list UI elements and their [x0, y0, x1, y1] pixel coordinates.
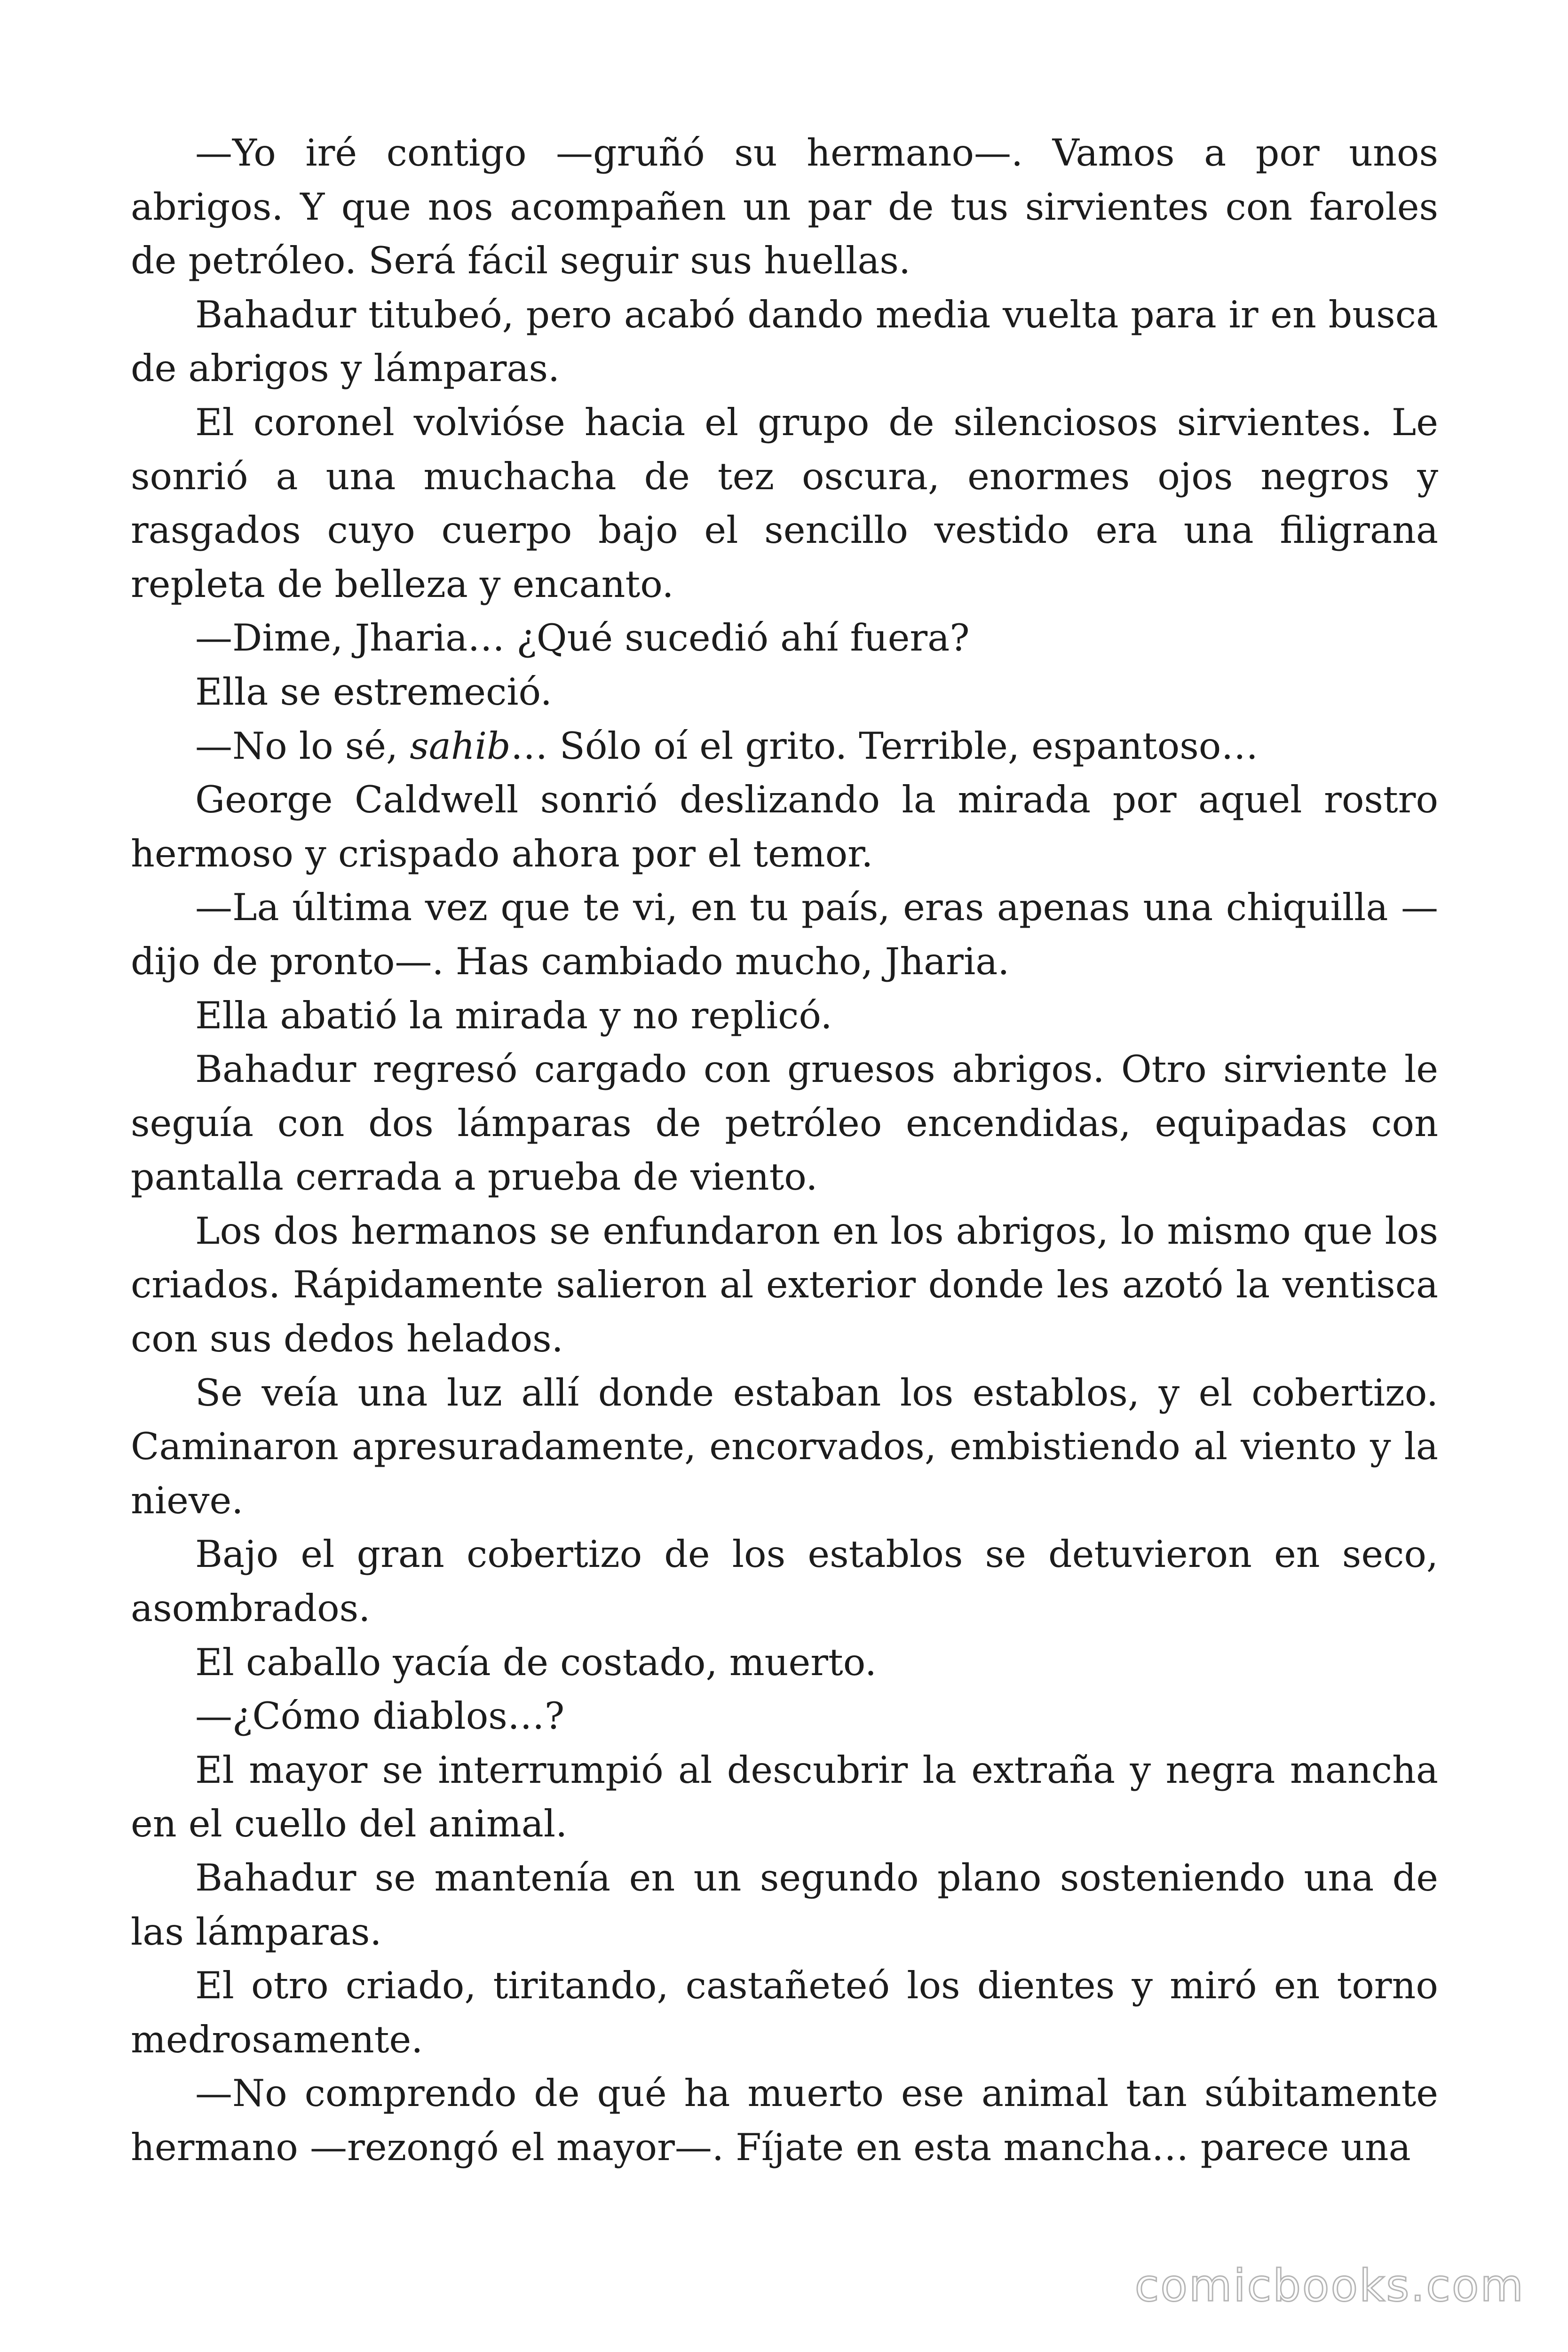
paragraph: —¿Cómo diablos…?	[195, 1694, 565, 1738]
paragraph	[131, 719, 1438, 773]
paragraph: —No comprendo de qué ha muerto ese animal tan súbitamente hermano —rezongó el mayor—. Fíjate en esta mancha… parece una	[131, 2072, 1438, 2169]
paragraph: El caballo yacía de costado, muerto.	[195, 1640, 877, 1684]
paragraph: Los dos hermanos se enfundaron en los abrigos, lo mismo que los criados. Rápidamente salieron al exterior donde les azotó la ventisca con sus dedos helados.	[131, 1209, 1438, 1361]
paragraph: Bahadur se mantenía en un segundo plano sosteniendo una de las lámparas.	[131, 1856, 1438, 1954]
paragraph: Bajo el gran cobertizo de los establos se detuvieron en seco, asombrados.	[131, 1533, 1438, 1630]
body-text	[131, 126, 1438, 2175]
paragraph: Ella se estremeció.	[195, 670, 552, 714]
watermark: comicbooks.com	[1134, 2260, 1525, 2312]
paragraph: Ella abatió la mirada y no replicó.	[195, 993, 832, 1037]
paragraph: —Yo iré contigo —gruñó su hermano—. Vamos a por unos abrigos. Y que nos acompañen un par de tus sirvientes con faroles de petróleo. Será fácil seguir sus huellas.	[131, 131, 1438, 283]
paragraph: Bahadur titubeó, pero acabó dando media vuelta para ir en busca de abrigos y lámparas.	[131, 293, 1438, 390]
paragraph: El coronel volvióse hacia el grupo de silenciosos sirvientes. Le sonrió a una muchacha de tez oscura, enormes ojos negros y rasgados cuyo cuerpo bajo el sencillo vestido era una filigrana repleta de belleza y encanto.	[131, 400, 1438, 606]
paragraph: Se veía una luz allí donde estaban los establos, y el cobertizo. Caminaron apresuradamente, encorvados, embistiendo al viento y la nieve.	[131, 1371, 1438, 1522]
paragraph: —La última vez que te vi, en tu país, eras apenas una chiquilla —dijo de pronto—. Has cambiado mucho, Jharia.	[131, 886, 1438, 983]
paragraph: —Dime, Jharia… ¿Qué sucedió ahí fuera?	[195, 616, 970, 660]
dialogue-text: … Sólo oí el grito. Terrible, espantoso…	[510, 724, 1259, 768]
paragraph: El otro criado, tiritando, castañeteó los dientes y miró en torno medrosamente.	[131, 1964, 1438, 2061]
italic-word: sahib	[410, 724, 511, 768]
dialogue-text: —No lo sé,	[195, 724, 410, 768]
paragraph: Bahadur regresó cargado con gruesos abrigos. Otro sirviente le seguía con dos lámparas de petróleo encendidas, equipadas con pantalla cerrada a prueba de viento.	[131, 1048, 1438, 1199]
paragraph: El mayor se interrumpió al descubrir la extraña y negra mancha en el cuello del animal.	[131, 1748, 1438, 1846]
paragraph: George Caldwell sonrió deslizando la mirada por aquel rostro hermoso y crispado ahora por el temor.	[131, 778, 1438, 875]
